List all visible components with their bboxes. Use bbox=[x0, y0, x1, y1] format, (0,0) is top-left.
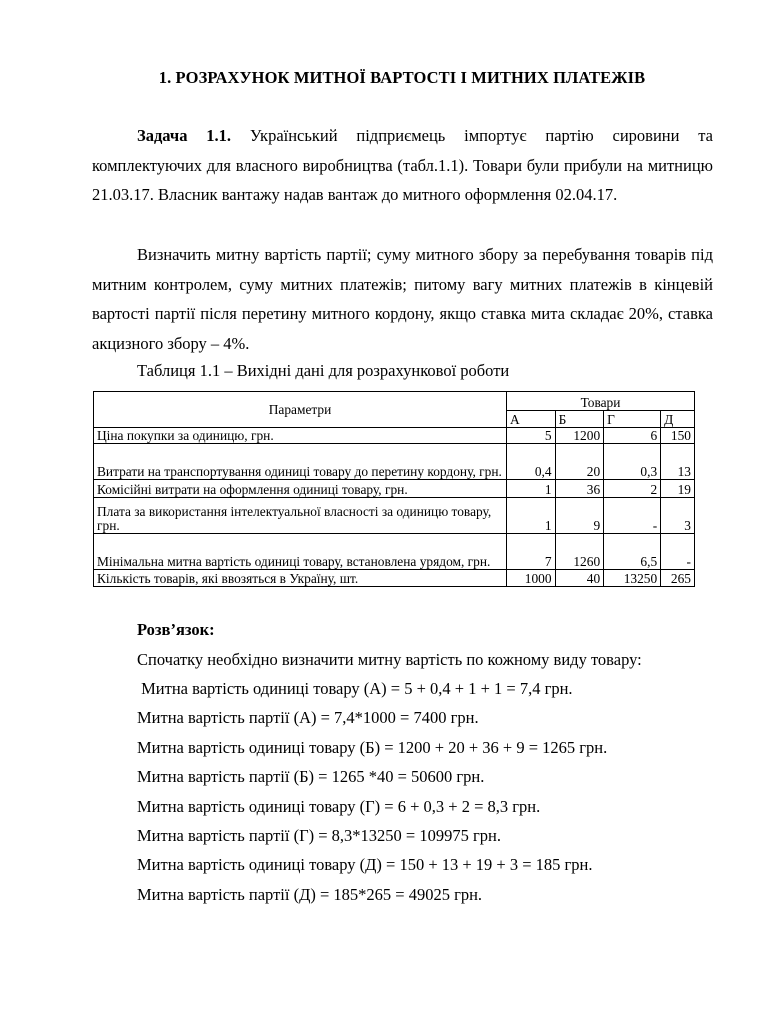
task-paragraph-2: Визначить митну вартість партії; суму митного збору за перебування товарів під митним контролем, суму митних платежів; питому вагу митних платежів в кінцевій вартості партії після перетину митного кордону, якщо ставка мита складає 20%, ставка акцизного збору – 4%. bbox=[92, 245, 713, 353]
row-value-d: 13 bbox=[661, 444, 695, 480]
row-value-g: 0,3 bbox=[604, 444, 661, 480]
table-row bbox=[94, 570, 695, 587]
table-caption: Таблиця 1.1 – Вихідні дані для розрахункової роботи bbox=[137, 361, 510, 380]
table-row bbox=[94, 534, 695, 570]
row-value-d: 265 bbox=[661, 570, 695, 587]
table-header-row bbox=[94, 392, 695, 411]
goods-header: Товари bbox=[506, 392, 694, 411]
row-value-b: 1200 bbox=[555, 428, 604, 444]
row-value-d: 150 bbox=[661, 428, 695, 444]
source-data-table bbox=[93, 391, 695, 587]
goods-col-g: Г bbox=[604, 411, 661, 428]
row-value-b: 1260 bbox=[555, 534, 604, 570]
solution-line: Митна вартість одиниці товару (А) = 5 + 0,4 + 1 + 1 = 7,4 грн. bbox=[137, 679, 573, 698]
solution-line: Митна вартість партії (Д) = 185*265 = 49025 грн. bbox=[137, 885, 483, 904]
row-value-d: - bbox=[661, 534, 695, 570]
table-row bbox=[94, 428, 695, 444]
solution-line: Митна вартість одиниці товару (Г) = 6 + 0,3 + 2 = 8,3 грн. bbox=[137, 797, 541, 816]
goods-col-d: Д bbox=[661, 411, 695, 428]
row-value-a: 7 bbox=[506, 534, 555, 570]
table-row bbox=[94, 480, 695, 498]
table-row bbox=[94, 444, 695, 480]
row-value-a: 0,4 bbox=[506, 444, 555, 480]
row-value-b: 36 bbox=[555, 480, 604, 498]
row-param: Плата за використання інтелектуальної власності за одиницю товару, грн. bbox=[94, 498, 507, 534]
row-value-a: 5 bbox=[506, 428, 555, 444]
solution-line: Митна вартість партії (Б) = 1265 *40 = 50600 грн. bbox=[137, 767, 485, 786]
row-param: Мінімальна митна вартість одиниці товару, встановлена урядом, грн. bbox=[94, 534, 507, 570]
solution-header: Розв’язок: bbox=[137, 620, 215, 639]
solution-line: Митна вартість партії (Г) = 8,3*13250 = 109975 грн. bbox=[137, 826, 501, 845]
task-text: Український підприємець імпортує партію сировини та комплектуючих для власного виробництва (табл.1.1). Товари були прибули на митницю 21.03.17. Власник вантажу надав вантаж до митного оформлення 02.04.17. bbox=[92, 126, 714, 204]
row-value-a: 1000 bbox=[506, 570, 555, 587]
row-param: Комісійні витрати на оформлення одиниці товару, грн. bbox=[94, 480, 507, 498]
row-value-g: - bbox=[604, 498, 661, 534]
row-value-a: 1 bbox=[506, 498, 555, 534]
row-value-b: 40 bbox=[555, 570, 604, 587]
row-value-g: 6 bbox=[604, 428, 661, 444]
row-value-g: 13250 bbox=[604, 570, 661, 587]
goods-col-a: А bbox=[506, 411, 555, 428]
row-value-b: 9 bbox=[555, 498, 604, 534]
row-value-g: 6,5 bbox=[604, 534, 661, 570]
solution-line: Митна вартість одиниці товару (Д) = 150 + 13 + 19 + 3 = 185 грн. bbox=[137, 855, 593, 874]
task-label: Задача 1.1. bbox=[137, 126, 232, 145]
goods-col-b: Б bbox=[555, 411, 604, 428]
param-header: Параметри bbox=[94, 392, 507, 428]
row-value-b: 20 bbox=[555, 444, 604, 480]
task-paragraph bbox=[92, 121, 713, 210]
row-param: Кількість товарів, які ввозяться в Україну, шт. bbox=[94, 570, 507, 587]
table-row bbox=[94, 498, 695, 534]
section-title: 1. РОЗРАХУНОК МИТНОЇ ВАРТОСТІ І МИТНИХ ПЛАТЕЖІВ bbox=[158, 68, 646, 87]
row-value-d: 19 bbox=[661, 480, 695, 498]
row-param: Ціна покупки за одиницю, грн. bbox=[94, 428, 507, 444]
row-value-a: 1 bbox=[506, 480, 555, 498]
solution-line: Спочатку необхідно визначити митну вартість по кожному виду товару: bbox=[137, 650, 642, 669]
solution-line: Митна вартість партії (А) = 7,4*1000 = 7400 грн. bbox=[137, 708, 479, 727]
row-value-g: 2 bbox=[604, 480, 661, 498]
row-value-d: 3 bbox=[661, 498, 695, 534]
row-param: Витрати на транспортування одиниці товару до перетину кордону, грн. bbox=[94, 444, 507, 480]
solution-line: Митна вартість одиниці товару (Б) = 1200 + 20 + 36 + 9 = 1265 грн. bbox=[137, 738, 608, 757]
